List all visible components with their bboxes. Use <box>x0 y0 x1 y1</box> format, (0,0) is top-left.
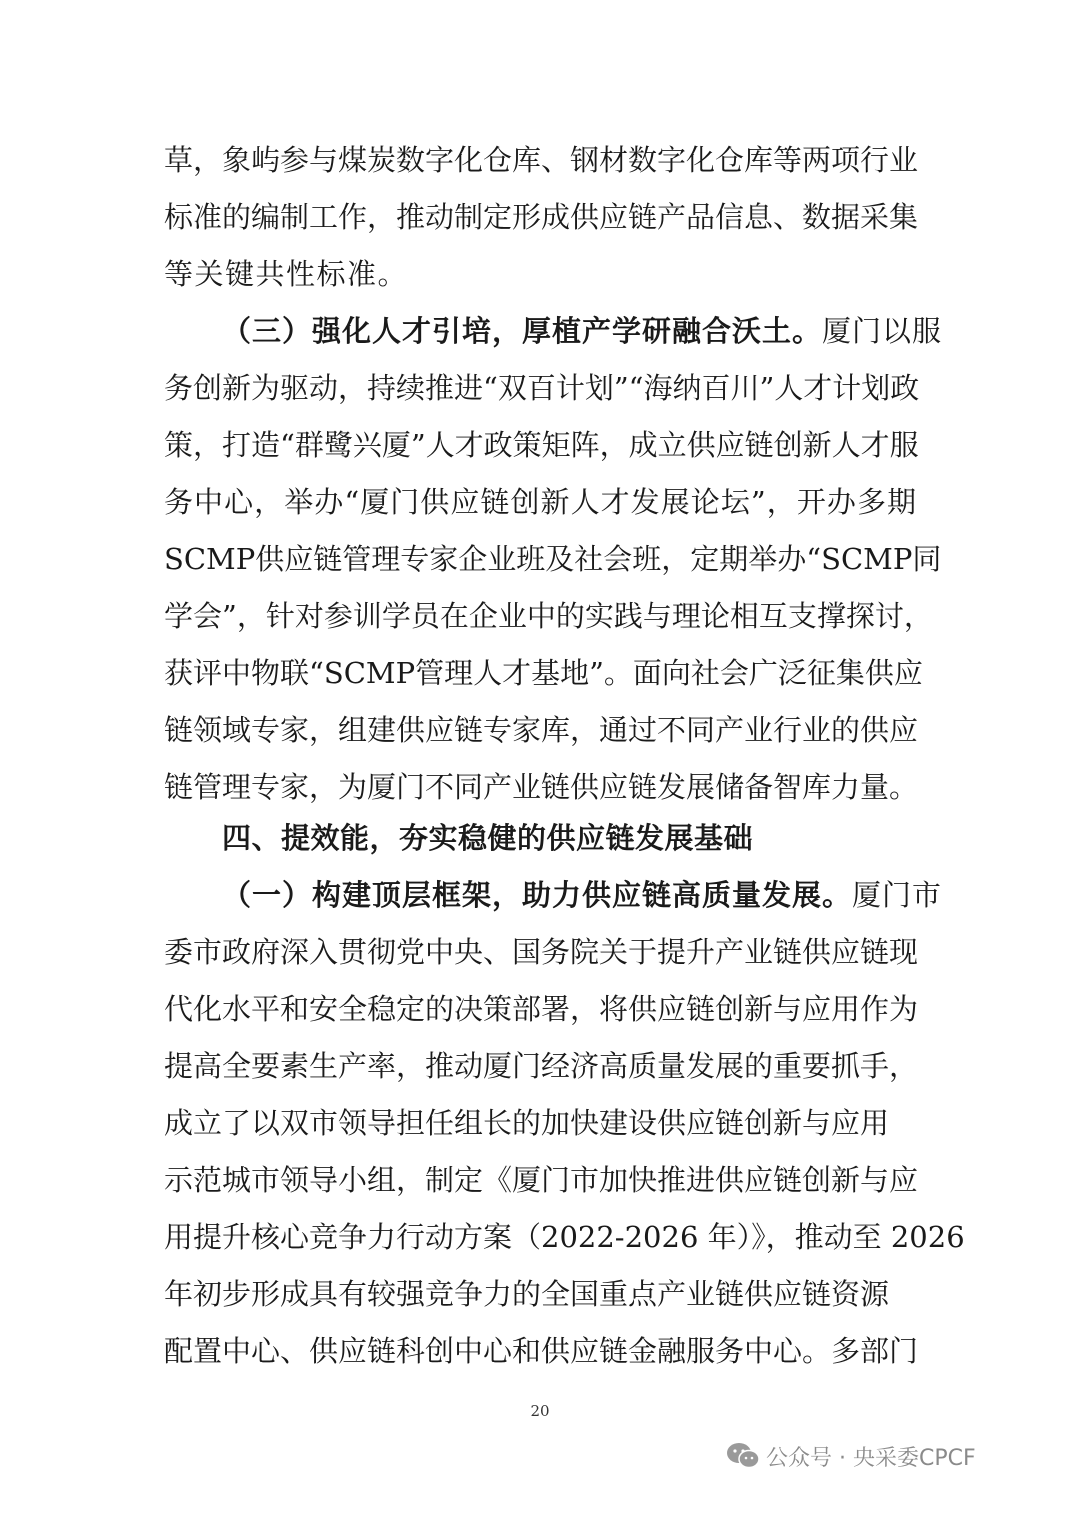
wechat-icon <box>726 1442 760 1470</box>
body-line: 学会”，针对参训学员在企业中的实践与理论相互支撑探讨， <box>164 599 933 633</box>
body-line: 配置中心、供应链科创中心和供应链金融服务中心。多部门 <box>164 1334 919 1368</box>
body-line: 用提升核心竞争力行动方案（2022-2026 年）》，推动至 2026 <box>164 1220 965 1254</box>
body-line: 链管理专家，为厦门不同产业链供应链发展储备智库力量。 <box>164 770 919 804</box>
body-line: 草，象屿参与煤炭数字化仓库、钢材数字化仓库等两项行业 <box>164 143 919 177</box>
section-heading: （一）构建顶层框架，助力供应链高质量发展。 <box>222 878 853 912</box>
body-line: 务创新为驱动，持续推进“双百计划”“海纳百川”人才计划政 <box>164 371 920 405</box>
body-line: 标准的编制工作，推动制定形成供应链产品信息、数据采集 <box>164 200 919 234</box>
page-number: 20 <box>530 1402 550 1420</box>
body-line: SCMP供应链管理专家企业班及社会班，定期举办“SCMP同 <box>164 542 942 576</box>
chapter-heading-line <box>222 818 916 858</box>
chapter-heading: 四、提效能，夯实稳健的供应链发展基础 <box>222 821 754 855</box>
watermark <box>726 1436 976 1476</box>
body-line: 提高全要素生产率，推动厦门经济高质量发展的重要抓手， <box>164 1049 919 1083</box>
body-line: 代化水平和安全稳定的决策部署，将供应链创新与应用作为 <box>164 992 919 1026</box>
section-heading-line: （三）强化人才引培，厚植产学研融合沃土。厦门以服 <box>222 314 943 348</box>
body-line: 成立了以双市领导担任组长的加快建设供应链创新与应用 <box>164 1106 890 1140</box>
watermark-text: 公众号 · 央采委CPCF <box>766 1445 976 1471</box>
section-heading: （三）强化人才引培，厚植产学研融合沃土。 <box>222 314 823 348</box>
body-line: 年初步形成具有较强竞争力的全国重点产业链供应链资源 <box>164 1277 890 1311</box>
section-heading-line: （一）构建顶层框架，助力供应链高质量发展。厦门市 <box>222 878 943 912</box>
body-line: 获评中物联“SCMP管理人才基地”。面向社会广泛征集供应 <box>164 656 923 690</box>
body-line: 链领域专家，组建供应链专家库，通过不同产业行业的供应 <box>164 713 919 747</box>
body-line: 示范城市领导小组，制定《厦门市加快推进供应链创新与应 <box>164 1163 919 1197</box>
body-line: 委市政府深入贯彻党中央、国务院关于提升产业链供应链现 <box>164 935 919 969</box>
body-line: 务中心，举办“厦门供应链创新人才发展论坛”，开办多期 <box>164 485 916 519</box>
body-line: 策，打造“群鹭兴厦”人才政策矩阵，成立供应链创新人才服 <box>164 428 919 462</box>
body-line: 等关键共性标准。 <box>164 257 409 291</box>
